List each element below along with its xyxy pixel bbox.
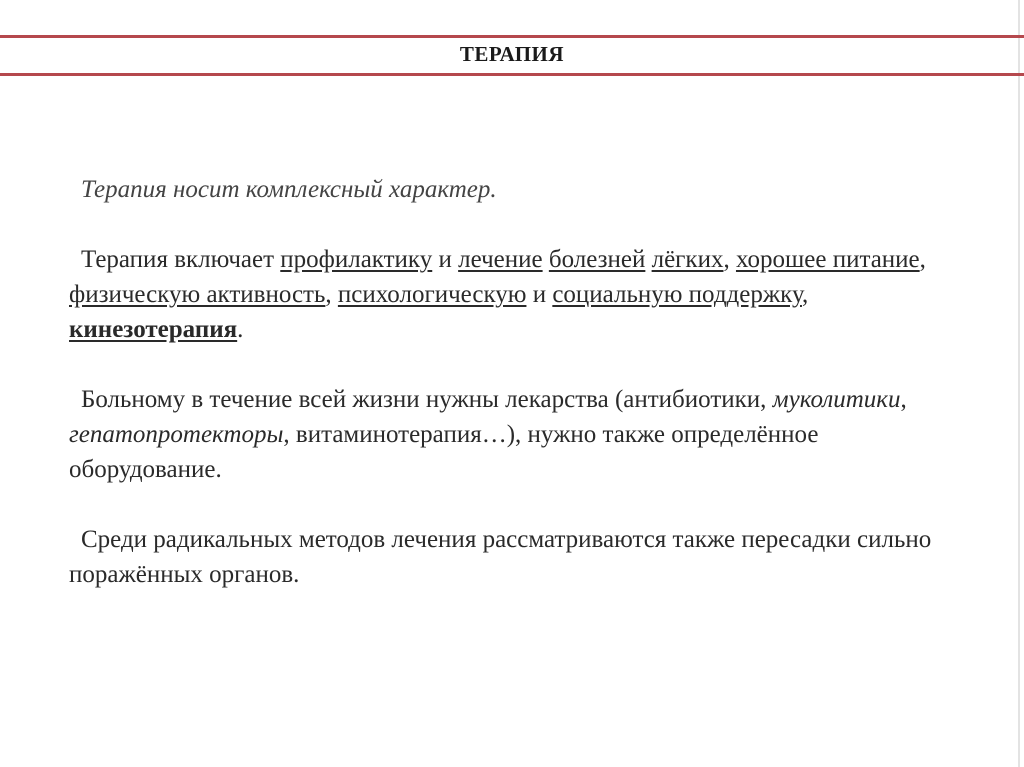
text: Терапия включает — [81, 246, 281, 273]
text: , — [325, 281, 338, 308]
paragraph-therapy-includes — [69, 242, 969, 347]
slide-body — [69, 172, 969, 627]
text: и — [526, 281, 553, 308]
link-physical-activity[interactable]: физическую активность — [69, 281, 326, 308]
link-kinesitherapy[interactable]: кинезотерапия — [69, 316, 238, 343]
text: . — [237, 316, 244, 343]
link-diseases[interactable]: болезней — [548, 246, 646, 273]
paragraph-transplant: Среди радикальных методов лечения рассматриваются также пересадки сильно поражённых органов. — [69, 526, 932, 588]
text: , — [900, 386, 907, 413]
text: Больному в течение всей жизни нужны лекарства (антибиотики, — [81, 386, 773, 413]
header-bottom-rule — [0, 73, 1024, 76]
link-social-support[interactable]: социальную поддержку — [552, 281, 802, 308]
link-good-nutrition[interactable]: хорошее питание — [735, 246, 920, 273]
text: , — [919, 246, 926, 273]
slide-title: ТЕРАПИЯ — [459, 42, 565, 66]
text: , витаминотерапия…), нужно также определённое оборудование. — [69, 421, 819, 483]
text: , — [723, 246, 736, 273]
link-treatment[interactable]: лечение — [458, 246, 543, 273]
link-psychological[interactable]: психологическую — [337, 281, 527, 308]
paragraph-intro: Терапия носит комплексный характер. — [81, 176, 497, 203]
link-prophylaxis[interactable]: профилактику — [280, 246, 433, 273]
link-lungs[interactable]: лёгких — [651, 246, 724, 273]
text: , — [801, 281, 809, 308]
text: и — [432, 246, 459, 273]
paragraph-medication — [69, 382, 969, 487]
term-hepatoprotectors: гепатопротекторы — [69, 421, 284, 448]
header-top-rule — [0, 35, 1024, 38]
term-mucolytics: муколитики — [772, 386, 901, 413]
